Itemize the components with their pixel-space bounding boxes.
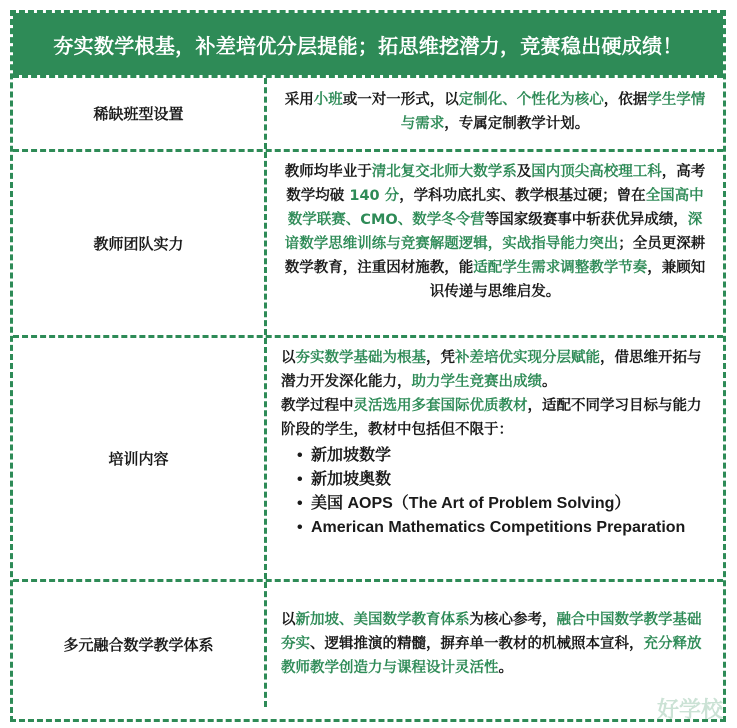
bullet-icon: • <box>297 519 303 536</box>
table-row-teaching-system <box>13 579 723 707</box>
row-content-teachers <box>267 152 723 335</box>
row-content-class-type <box>267 78 723 149</box>
body-text: 以 <box>281 612 296 628</box>
body-text: ，凭 <box>426 350 455 366</box>
highlighted-text: 定制化、个性化为核心 <box>458 92 604 108</box>
body-text: 、逻辑推演的精髓，摒弃单一教材的机械照本宣科， <box>310 636 644 652</box>
highlighted-text: 学生学情与需求 <box>400 92 706 132</box>
body-text: ；全员更深耕数学教育，注重因材施教，能 <box>284 236 706 276</box>
material-label: 美国 AOPS（The Art of Problem Solving） <box>311 495 631 512</box>
highlighted-text: 深谙数学思维训练与竞赛解题逻辑，实战指导能力突出 <box>284 212 703 252</box>
body-text: 教师均毕业于 <box>284 164 372 180</box>
body-text: 教学过程中 <box>281 398 354 414</box>
materials-list <box>281 444 709 540</box>
table-row-teachers <box>13 149 723 335</box>
row-label-class-type: 稀缺班型设置 <box>13 78 267 149</box>
body-text: 。 <box>542 374 557 390</box>
bullet-icon: • <box>297 447 303 464</box>
bullet-icon: • <box>297 471 303 488</box>
material-label: American Mathematics Competitions Preparation <box>311 519 686 536</box>
row-content-training-content <box>267 338 723 579</box>
body-text: ，适配不同学习目标与能力阶段的学生，教材中包括但不限于： <box>281 398 702 438</box>
highlighted-text: 国内顶尖高校理工科 <box>531 164 662 180</box>
row-label-teaching-system: 多元融合数学教学体系 <box>13 582 267 707</box>
row-content-teaching-system <box>267 582 723 707</box>
highlighted-text: 助力学生竞赛出成绩 <box>411 374 542 390</box>
bullet-icon: • <box>297 495 303 512</box>
material-label: 新加坡数学 <box>311 447 392 464</box>
highlighted-text: 清北复交北师大数学系 <box>371 164 517 180</box>
training-paragraph-1 <box>281 346 709 394</box>
row-label-teachers: 教师团队实力 <box>13 152 267 335</box>
body-text: 及 <box>516 164 532 180</box>
list-item <box>297 492 709 516</box>
highlighted-text: 适配学生需求调整教学节奏 <box>473 260 648 276</box>
body-text: ，高考数学均破 <box>286 164 706 204</box>
body-text: 。 <box>498 660 513 676</box>
highlighted-text: 灵活选用多套国际优质教材 <box>353 398 528 414</box>
table-row-class-type <box>13 75 723 149</box>
body-text: 等国家级赛事中斩获优异成绩， <box>484 212 688 228</box>
highlighted-text: 140 分 <box>349 188 400 204</box>
row-label-training-content: 培训内容 <box>13 338 267 579</box>
watermark-logo: 好学校 <box>656 697 723 722</box>
body-text: 以 <box>281 350 296 366</box>
highlighted-text: 补差培优实现分层赋能 <box>455 350 600 366</box>
page-title: 夯实数学根基，补差培优分层提能；拓思维挖潜力，竞赛稳出硬成绩！ <box>13 13 723 75</box>
body-text: 或一对一形式，以 <box>342 92 459 108</box>
highlighted-text: 小班 <box>313 92 343 108</box>
body-text: ，兼顾知识传递与思维启发。 <box>429 260 706 300</box>
list-item <box>297 444 709 468</box>
body-text: 采用 <box>284 92 314 108</box>
table-row-training-content <box>13 335 723 579</box>
highlighted-text: 全国高中数学联赛、CMO、数学冬令营 <box>287 188 704 228</box>
highlighted-text: 融合中国数学教学基础夯实 <box>281 612 702 652</box>
list-item <box>297 468 709 492</box>
body-text: ，借思维开拓与潜力开发深化能力， <box>281 350 702 390</box>
material-label: 新加坡奥数 <box>311 471 392 488</box>
highlighted-text: 新加坡、美国数学教育体系 <box>295 612 470 628</box>
training-paragraph-2 <box>281 394 709 442</box>
course-intro-table <box>10 10 726 722</box>
list-item <box>297 516 709 540</box>
body-text: 为核心参考， <box>469 612 557 628</box>
body-text: ，依据 <box>603 92 648 108</box>
highlighted-text: 夯实数学基础为根基 <box>295 350 426 366</box>
highlighted-text: 充分释放教师教学创造力与课程设计灵活性 <box>281 636 702 676</box>
body-text: ，专属定制教学计划。 <box>444 116 590 132</box>
body-text: ，学科功底扎实、教学根基过硬；曾在 <box>399 188 646 204</box>
